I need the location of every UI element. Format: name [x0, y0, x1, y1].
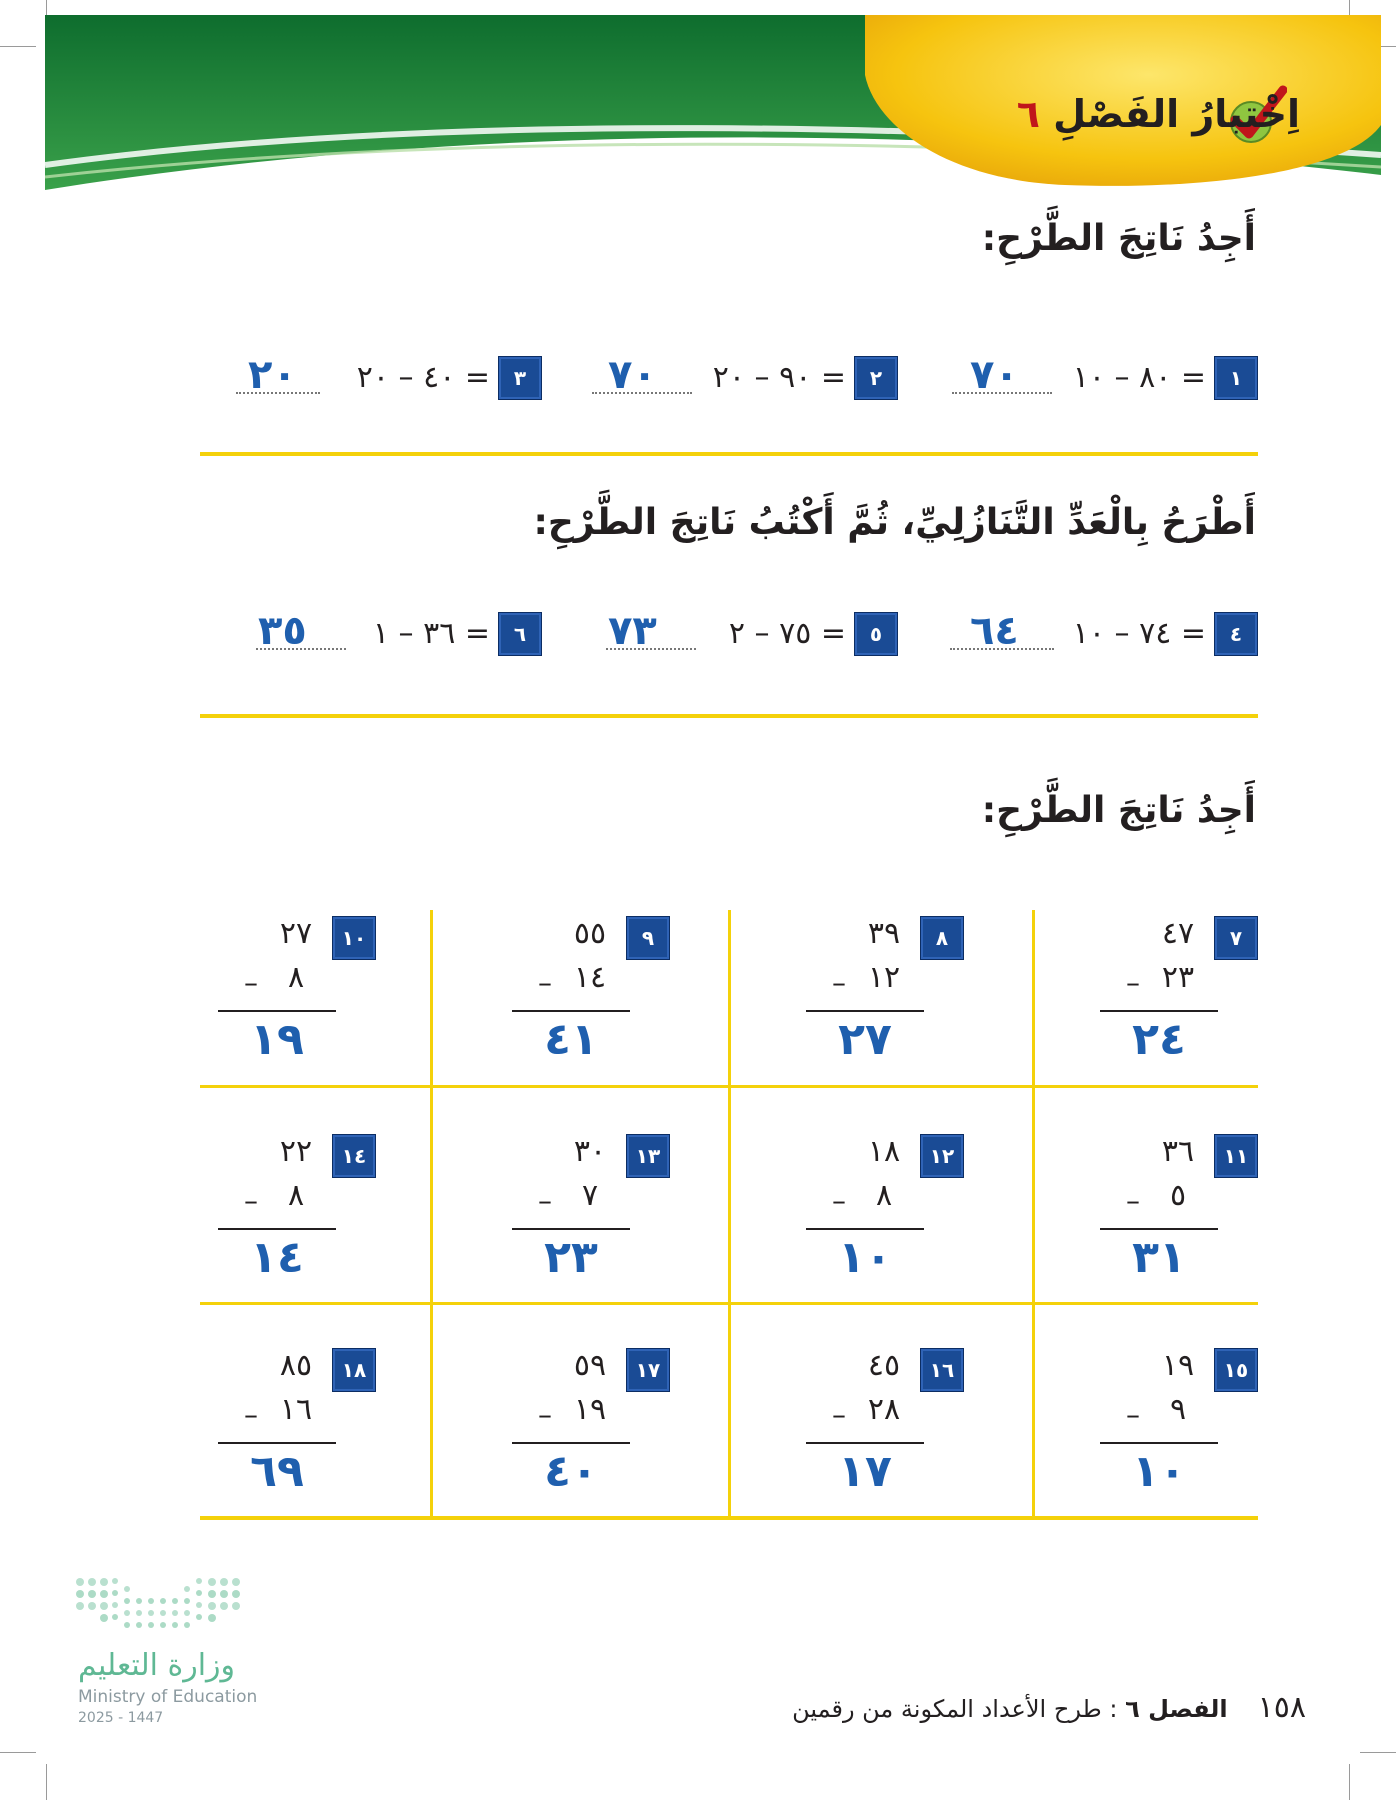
- problem-number-badge: ٤: [1214, 612, 1258, 656]
- subtrahend: ١٦: [279, 1392, 313, 1427]
- logo-dot: [160, 1622, 166, 1628]
- problem-number-badge: ١: [1214, 356, 1258, 400]
- answer-bar: [1100, 1010, 1218, 1012]
- grid-line: [430, 910, 433, 1520]
- logo-dot: [208, 1590, 216, 1598]
- vertical-problem-12: [764, 1134, 964, 1324]
- vertical-problem-14: [176, 1134, 376, 1324]
- answer-bar: [806, 1228, 924, 1230]
- logo-dot: [76, 1578, 84, 1586]
- problem-number-badge: ٩: [626, 916, 670, 960]
- minus-sign: –: [832, 1184, 846, 1217]
- section-divider: [200, 714, 1258, 718]
- problem-number-badge: ٢: [854, 356, 898, 400]
- result-value: ١٧: [838, 1446, 892, 1497]
- logo-dot: [148, 1622, 154, 1628]
- result-value: ٢٣: [544, 1232, 598, 1283]
- subtrahend: ٨: [287, 1178, 305, 1213]
- problem-expression: ٩٠ – ٢٠ =: [712, 360, 846, 395]
- logo-dot: [88, 1578, 96, 1586]
- problem-number-badge: ٣: [498, 356, 542, 400]
- logo-dot: [220, 1578, 228, 1586]
- subtrahend: ٧: [581, 1178, 599, 1213]
- logo-dot: [136, 1598, 142, 1604]
- result-value: ٢٧: [838, 1014, 892, 1065]
- minus-sign: –: [538, 966, 552, 999]
- logo-dot: [76, 1590, 84, 1598]
- problem-expression: ٧٥ – ٢ =: [728, 616, 846, 651]
- result-value: ٣١: [1132, 1232, 1186, 1283]
- problem-number-badge: ١١: [1214, 1134, 1258, 1178]
- logo-dot: [196, 1578, 202, 1584]
- footer-chapter: الفصل ٦: [1125, 1695, 1228, 1723]
- answer-value: ٦٤: [970, 608, 1019, 654]
- logo-dot: [112, 1614, 118, 1620]
- subtrahend: ١٤: [573, 960, 607, 995]
- problem-number-badge: ١٥: [1214, 1348, 1258, 1392]
- problem-2: [562, 352, 898, 402]
- vertical-problem-8: [764, 916, 964, 1106]
- answer-value: ٧٠: [970, 352, 1019, 398]
- section-heading: أَجِدُ نَاتِجَ الطَّرْحِ:: [981, 218, 1256, 259]
- minus-sign: –: [244, 966, 258, 999]
- answer-bar: [218, 1010, 336, 1012]
- answer-value: ٢٠: [248, 352, 297, 398]
- minus-sign: –: [244, 1184, 258, 1217]
- logo-dot: [196, 1602, 202, 1608]
- footer-separator: :: [1109, 1695, 1118, 1723]
- minuend: ١٩: [1161, 1348, 1195, 1383]
- logo-dot: [124, 1610, 130, 1616]
- logo-dot: [208, 1578, 216, 1586]
- problem-number-badge: ٧: [1214, 916, 1258, 960]
- answer-bar: [1100, 1442, 1218, 1444]
- logo-dot: [232, 1578, 240, 1586]
- grid-line: [728, 910, 731, 1520]
- logo-dot: [100, 1602, 108, 1610]
- minus-sign: –: [832, 966, 846, 999]
- grid-line: [1032, 910, 1035, 1520]
- logo-dot: [100, 1578, 108, 1586]
- logo-dot: [124, 1622, 130, 1628]
- problem-number-badge: ١٦: [920, 1348, 964, 1392]
- vertical-problem-10: [176, 916, 376, 1106]
- section-heading: أَطْرَحُ بِالْعَدِّ التَّنَازُلِيِّ، ثُمَّ أَكْتُبُ نَاتِجَ الطَّرْحِ:: [533, 502, 1256, 543]
- logo-dot: [184, 1610, 190, 1616]
- result-value: ١٠: [838, 1232, 892, 1283]
- vertical-problem-18: [176, 1348, 376, 1538]
- minuend: ٣٠: [573, 1134, 607, 1169]
- answer-bar: [512, 1228, 630, 1230]
- minus-sign: –: [538, 1398, 552, 1431]
- problem-expression: ٤٠ – ٢٠ =: [356, 360, 490, 395]
- vertical-problem-9: [470, 916, 670, 1106]
- result-value: ٢٤: [1132, 1014, 1186, 1065]
- subtrahend: ٥: [1169, 1178, 1187, 1213]
- vertical-problem-13: [470, 1134, 670, 1324]
- problem-expression: ٧٤ – ١٠ =: [1072, 616, 1206, 651]
- logo-dot: [148, 1598, 154, 1604]
- subtrahend: ١٢: [867, 960, 901, 995]
- problem-number-badge: ٨: [920, 916, 964, 960]
- problem-number-badge: ١٣: [626, 1134, 670, 1178]
- subtrahend: ٢٣: [1161, 960, 1195, 995]
- subtrahend: ٨: [287, 960, 305, 995]
- answer-bar: [218, 1442, 336, 1444]
- minuend: ٥٩: [573, 1348, 607, 1383]
- logo-dot: [172, 1610, 178, 1616]
- minuend: ٣٦: [1161, 1134, 1195, 1169]
- logo-dot: [100, 1590, 108, 1598]
- section-divider: [200, 452, 1258, 456]
- vertical-problem-16: [764, 1348, 964, 1538]
- result-value: ٤١: [544, 1014, 598, 1065]
- logo-dot: [136, 1610, 142, 1616]
- logo-dot: [148, 1610, 154, 1616]
- answer-bar: [512, 1010, 630, 1012]
- logo-dot: [160, 1610, 166, 1616]
- result-value: ١٠: [1132, 1446, 1186, 1497]
- logo-dot: [100, 1614, 108, 1622]
- problem-number-badge: ١٧: [626, 1348, 670, 1392]
- minus-sign: –: [1126, 1184, 1140, 1217]
- answer-bar: [1100, 1228, 1218, 1230]
- edition-year: 2025 - 1447: [78, 1710, 164, 1726]
- logo-dot: [160, 1598, 166, 1604]
- logo-dot: [88, 1602, 96, 1610]
- logo-dot: [172, 1598, 178, 1604]
- logo-dot: [184, 1586, 190, 1592]
- minuend: ٥٥: [573, 916, 607, 951]
- answer-bar: [806, 1010, 924, 1012]
- problem-number-badge: ١٨: [332, 1348, 376, 1392]
- logo-dot: [136, 1622, 142, 1628]
- minuend: ٣٩: [867, 916, 901, 951]
- problem-number-badge: ١٠: [332, 916, 376, 960]
- logo-dot: [232, 1590, 240, 1598]
- vertical-problem-15: [1058, 1348, 1258, 1538]
- problem-number-badge: ١٢: [920, 1134, 964, 1178]
- minuend: ١٨: [867, 1134, 901, 1169]
- page-footer: [792, 1690, 1306, 1725]
- problem-4: [922, 608, 1258, 658]
- answer-bar: [806, 1442, 924, 1444]
- answer-bar: [512, 1442, 630, 1444]
- minus-sign: –: [1126, 1398, 1140, 1431]
- vertical-problem-7: [1058, 916, 1258, 1106]
- result-value: ٤٠: [544, 1446, 598, 1497]
- problem-number-badge: ٥: [854, 612, 898, 656]
- logo-dot: [220, 1590, 228, 1598]
- problem-number-badge: ١٤: [332, 1134, 376, 1178]
- minuend: ٢٧: [279, 916, 313, 951]
- footer-topic: طرح الأعداد المكونة من رقمين: [792, 1695, 1102, 1723]
- problem-3: [206, 352, 542, 402]
- answer-value: ٧٠: [608, 352, 657, 398]
- logo-dot: [208, 1602, 216, 1610]
- result-value: ١٩: [250, 1014, 304, 1065]
- answer-value: ٧٣: [608, 608, 657, 654]
- subtrahend: ٩: [1169, 1392, 1187, 1427]
- problem-6: [206, 608, 542, 658]
- minuend: ٢٢: [279, 1134, 313, 1169]
- logo-dot: [232, 1602, 240, 1610]
- logo-dot: [112, 1602, 118, 1608]
- problem-expression: ٣٦ – ١ =: [372, 616, 490, 651]
- logo-dot: [124, 1598, 130, 1604]
- logo-dot: [124, 1586, 130, 1592]
- minuend: ٤٥: [867, 1348, 901, 1383]
- logo-dot: [112, 1590, 118, 1596]
- problem-5: [562, 608, 898, 658]
- result-value: ١٤: [250, 1232, 304, 1283]
- ministry-name-arabic: وزارة التعليم: [78, 1648, 236, 1683]
- problem-number-badge: ٦: [498, 612, 542, 656]
- logo-dot: [76, 1602, 84, 1610]
- problem-expression: ٨٠ – ١٠ =: [1072, 360, 1206, 395]
- subtrahend: ٨: [875, 1178, 893, 1213]
- logo-dot: [208, 1614, 216, 1622]
- logo-dot: [184, 1622, 190, 1628]
- ministry-name-english: Ministry of Education: [78, 1687, 258, 1707]
- logo-dot: [184, 1598, 190, 1604]
- vertical-problem-11: [1058, 1134, 1258, 1324]
- minus-sign: –: [1126, 966, 1140, 999]
- minus-sign: –: [832, 1398, 846, 1431]
- subtrahend: ٢٨: [867, 1392, 901, 1427]
- answer-value: ٣٥: [258, 608, 307, 654]
- minus-sign: –: [244, 1398, 258, 1431]
- page-title: اِخْتبارُ الفَصْلِ ٦: [1016, 92, 1300, 136]
- logo-dot: [196, 1590, 202, 1596]
- subtrahend: ١٩: [573, 1392, 607, 1427]
- section-heading: أَجِدُ نَاتِجَ الطَّرْحِ:: [981, 790, 1256, 831]
- logo-dot: [196, 1614, 202, 1620]
- result-value: ٦٩: [250, 1446, 304, 1497]
- logo-dot: [88, 1590, 96, 1598]
- minus-sign: –: [538, 1184, 552, 1217]
- minuend: ٤٧: [1161, 916, 1195, 951]
- logo-dot: [172, 1622, 178, 1628]
- minuend: ٨٥: [279, 1348, 313, 1383]
- problem-1: [922, 352, 1258, 402]
- answer-bar: [218, 1228, 336, 1230]
- vertical-problem-17: [470, 1348, 670, 1538]
- logo-dot: [112, 1578, 118, 1584]
- logo-dot: [220, 1602, 228, 1610]
- page-number: ١٥٨: [1257, 1690, 1306, 1725]
